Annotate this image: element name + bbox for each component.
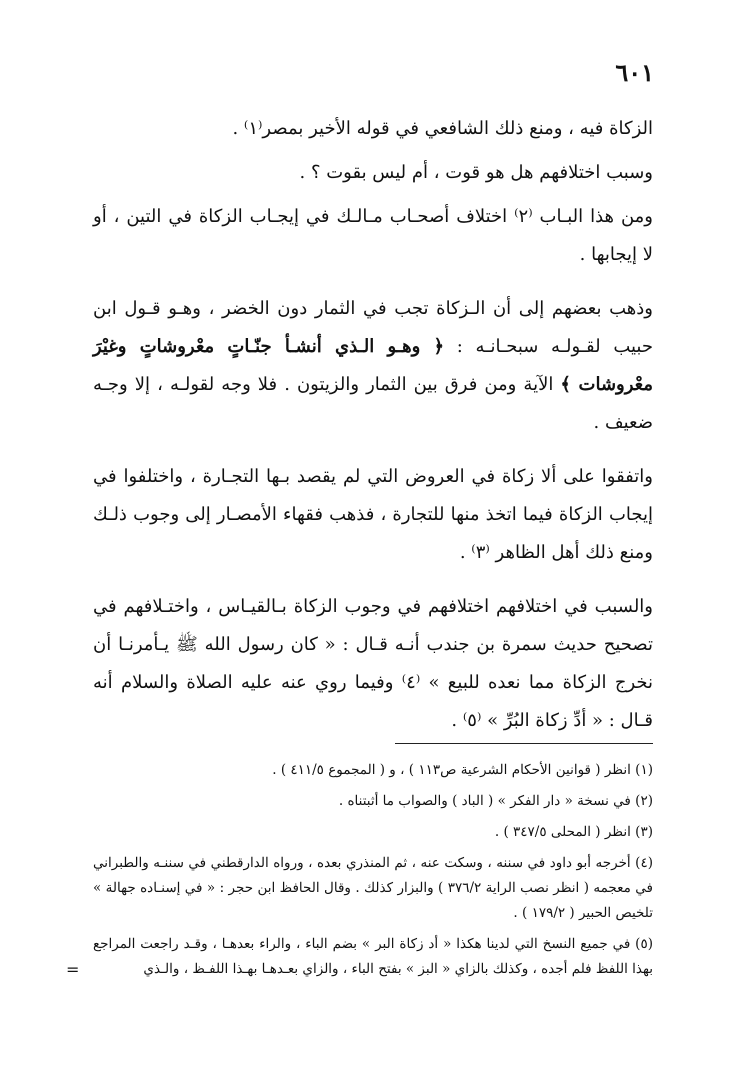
footnote-2: (٢) في نسخة « دار الفكر » ( الباد ) والصواب ما أثبتناه . <box>338 793 653 809</box>
paragraph-5: واتفقوا على ألا زكاة في العروض التي لم يقصد بـها التجـارة ، واختلفوا في إيجاب الزكاة فيما اتخذ منها للتجارة ، فذهب فقهاء الأمصـار إلى وجوب ذلـك ومنع ذلك أهل الظاهر ⁽٣⁾ . <box>93 466 653 563</box>
footnote-divider <box>395 743 653 744</box>
paragraph-4-before: وذهب بعضهم إلى أن الـزكاة تجب في الثمار دون الخضر ، وهـو قـول ابن حبيب لقـولـه سبحـانـه : <box>93 298 653 357</box>
footnote-4: (٤) أخرجه أبو داود في سننه ، وسكت عنه ، ثم المنذري بعده ، ورواه الدارقطني في سننـه والطبراني في معجمه ( انظر نصب الراية ٣٧٦/٢ ) والبزار كذلك . وقال الحافظ ابن حجر : « في إسنـاده جهالة » تلخيص الحبير ( ١٧٩/٢ ) . <box>93 855 653 921</box>
paragraph-4 <box>93 290 653 442</box>
quran-verse: ﴿ وهـو الـذي أنشـأ جنّـاتٍ معْروشاتٍ وغيْرَ معْروشات ﴾ <box>93 336 653 395</box>
paragraph-3: ومن هذا البـاب ⁽٢⁾ اختلاف أصحـاب مـالـك في إيجـاب الزكاة في التين ، أو لا إيجابها . <box>93 206 653 265</box>
paragraph-1: الزكاة فيه ، ومنع ذلك الشافعي في قوله الأخير بمصر⁽١⁾ . <box>232 118 653 139</box>
footnote-5: (٥) في جميع النسخ التي لدينا هكذا « أد زكاة البر » بضم الباء ، والراء بعدهـا ، وقـد راجعت المراجع بهذا اللفظ فلم أجده ، وكذلك بالزاي « البز » بفتح الباء ، والزاي بعـدهـا بهـذا اللفـظ ، والـذي <box>93 936 653 977</box>
paragraph-2: وسبب اختلافهم هل هو قوت ، أم ليس بقوت ؟ . <box>299 162 653 183</box>
footnote-1: (١) انظر ( قوانين الأحكام الشرعية ص١١٣ ) ، و ( المجموع ٤١١/٥ ) . <box>272 762 653 778</box>
main-text <box>93 110 653 746</box>
paragraph-4-after: الآية ومن فرق بين الثمار والزيتون . فلا وجه لقولـه ، إلا وجـه ضعيف . <box>93 374 653 433</box>
footnote-3: (٣) انظر ( المحلى ٣٤٧/٥ ) . <box>494 824 653 840</box>
continuation-mark: = <box>66 960 80 979</box>
page-number: ٦٠١ <box>615 58 654 87</box>
paragraph-6: والسبب في اختلافهم اختلافهم في وجوب الزكاة بـالقيـاس ، واختـلافهم في تصحيح حديث سمرة بن جندب أنـه قـال : « كان رسول الله ﷺ يـأمرنـا أن نخرج الزكاة مما نعده للبيع » ⁽٤⁾ وفيما روي عنه عليه الصلاة والسلام أنه قـال : « أدِّ زكاة البُرِّ » ⁽٥⁾ . <box>93 596 654 731</box>
footnotes <box>93 758 653 988</box>
